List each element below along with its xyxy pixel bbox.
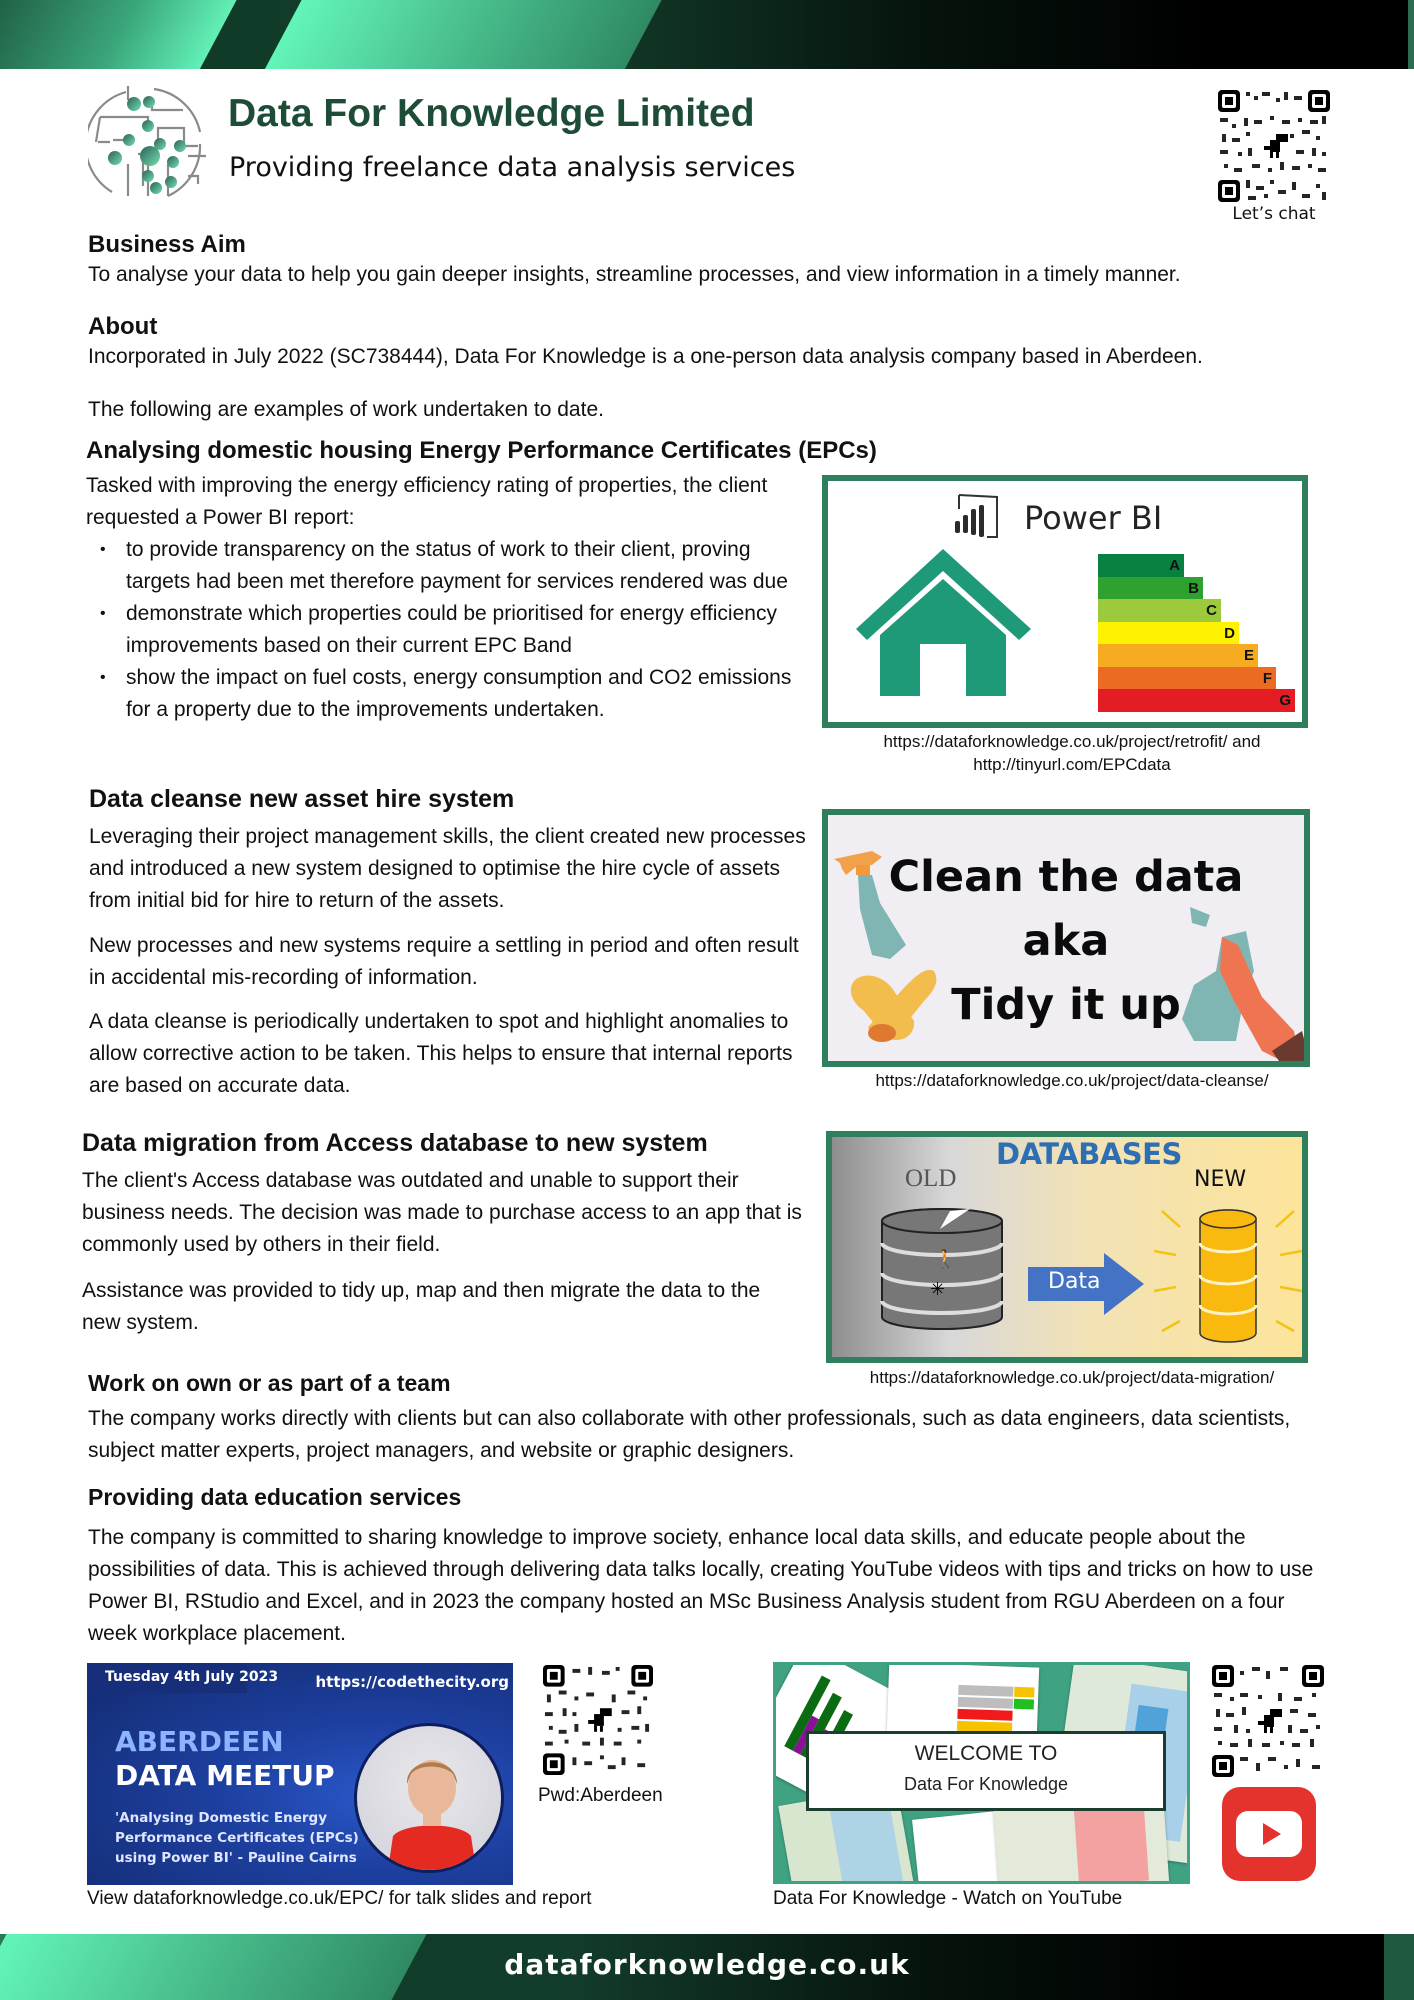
data-arrow-label: Data xyxy=(1048,1269,1101,1294)
epc-project-bullets xyxy=(86,534,806,726)
aberdeen-data-meetup-image[interactable] xyxy=(87,1663,513,1885)
epc-band-g: G xyxy=(1098,689,1295,712)
meetup-caption[interactable]: View dataforknowledge.co.uk/EPC/ for talk slides and report xyxy=(87,1888,592,1909)
data-migration-paragraph-2: Assistance was provided to tidy up, map and then migrate the data to the new system. xyxy=(82,1279,761,1334)
footer-banner xyxy=(0,1934,1414,2000)
data-cleanse-paragraph-1: Leveraging their project management skills, the client created new processes and introduced a new system designed to optimise the hire cycle of assets from initial bid for hire to return of the assets. xyxy=(89,825,806,912)
bullet-item: • show the impact on fuel costs, energy consumption and CO2 emissions for a property due to the improvements undertaken. xyxy=(86,662,806,726)
youtube-qr-code[interactable] xyxy=(1212,1665,1324,1777)
epc-band-b: B xyxy=(1098,577,1203,600)
welcome-line1: WELCOME TO xyxy=(914,1742,1058,1765)
top-banner xyxy=(0,0,1414,69)
old-database-icon xyxy=(880,1207,1004,1347)
databases-title: DATABASES xyxy=(996,1137,1182,1171)
speaker-photo xyxy=(354,1723,504,1873)
bullet-item: • to provide transparency on the status of work to their client, proving targets had been met therefore payment for services rendered was due xyxy=(86,534,806,598)
data-cleanse-link[interactable]: https://dataforknowledge.co.uk/project/data-cleanse/ xyxy=(875,1071,1269,1090)
data-migration-paragraph-1: The client's Access database was outdated and unable to support their business needs. The decision was made to purchase access to an app that is commonly used by others in their field. xyxy=(82,1169,802,1256)
bullet-item: • demonstrate which properties could be prioritised for energy efficiency improvements based on their current EPC Band xyxy=(86,598,806,662)
meetup-qr-code[interactable] xyxy=(543,1665,653,1775)
company-name: Data For Knowledge Limited xyxy=(228,92,755,135)
tinyurl-link[interactable]: http://tinyurl.com/EPCdata xyxy=(973,755,1171,774)
education-heading: Providing data education services xyxy=(88,1484,462,1510)
welcome-line2: Data For Knowledge xyxy=(903,1774,1069,1794)
epc-band-a: A xyxy=(1098,554,1184,577)
meetup-password: Pwd:Aberdeen xyxy=(538,1785,663,1806)
meetup-title-line2: DATA MEETUP xyxy=(115,1759,335,1792)
teamwork-text: The company works directly with clients but can also collaborate with other professionals, such as data engineers, data scientists, subject matter experts, project managers, and website or graphic designers. xyxy=(88,1407,1291,1462)
qr-code-icon xyxy=(1212,1665,1324,1777)
lets-chat-qr-code[interactable] xyxy=(1218,90,1330,202)
youtube-caption[interactable]: Data For Knowledge - Watch on YouTube xyxy=(773,1888,1123,1909)
svg-text:🚶: 🚶 xyxy=(934,1249,957,1269)
qr-code-icon xyxy=(543,1665,653,1775)
clean-the-data-text: Clean the data aka Tidy it up xyxy=(888,852,1244,1030)
business-aim-heading: Business Aim xyxy=(88,231,246,258)
new-label: NEW xyxy=(1194,1167,1247,1192)
epc-band-f: F xyxy=(1098,667,1276,690)
company-logo-icon xyxy=(88,84,206,202)
meetup-title-line1: ABERDEEN xyxy=(115,1725,284,1758)
youtube-logo-icon[interactable] xyxy=(1222,1787,1316,1881)
data-migration-link[interactable]: https://dataforknowledge.co.uk/project/data-migration/ xyxy=(869,1368,1275,1387)
data-migration-heading: Data migration from Access database to new system xyxy=(82,1129,708,1157)
youtube-video-thumbnail[interactable] xyxy=(773,1662,1190,1884)
meetup-talk-title: 'Analysing Domestic Energy Performance Certificates (EPCs) using Power BI' - Pauline Cairns xyxy=(115,1810,359,1866)
data-cleanse-heading: Data cleanse new asset hire system xyxy=(89,785,515,813)
new-database-icon xyxy=(1154,1201,1302,1351)
teamwork-heading: Work on own or as part of a team xyxy=(88,1370,451,1396)
powerbi-label: Power BI xyxy=(1024,499,1163,537)
about-intro: The following are examples of work undertaken to date. xyxy=(88,398,604,421)
welcome-banner xyxy=(806,1731,1166,1811)
epc-rating-bands xyxy=(1098,554,1295,712)
data-cleanse-paragraph-3: A data cleanse is periodically undertaken to spot and highlight anomalies to allow corrective action to be taken. This helps to ensure that internal reports are based on accurate data. xyxy=(89,1010,793,1097)
business-aim-text: To analyse your data to help you gain deeper insights, streamline processes, and view information in a timely manner. xyxy=(88,263,1181,286)
footer-website-link[interactable]: dataforknowledge.co.uk xyxy=(504,1948,910,1981)
epc-band-c: C xyxy=(1098,599,1221,622)
education-text: The company is committed to sharing knowledge to improve society, enhance local data skills, and educate people about the possibilities of data. This is achieved through delivering data talks locally, creating YouTube videos with tips and tricks on how to use Power BI, RStudio and Excel, and in 2023 the company hosted an MSc Business Analysis student from RGU Aberdeen on a four week workplace placement. xyxy=(88,1526,1314,1645)
epc-project-intro: Tasked with improving the energy efficiency rating of properties, the client requested a Power BI report: xyxy=(86,474,768,529)
house-icon xyxy=(856,549,1031,699)
meetup-date: Tuesday 4th July 2023 xyxy=(105,1669,279,1685)
powerbi-logo-icon xyxy=(953,491,1005,541)
svg-text:✳: ✳ xyxy=(930,1279,946,1299)
lets-chat-caption: Let’s chat xyxy=(1232,204,1316,224)
tagline: Providing freelance data analysis services xyxy=(229,152,796,183)
data-cleanse-paragraph-2: New processes and new systems require a settling in period and often result in accidental mis-recording of information. xyxy=(89,934,799,989)
epc-project-heading: Analysing domestic housing Energy Performance Certificates (EPCs) xyxy=(86,437,877,464)
old-label: OLD xyxy=(905,1165,957,1192)
clean-the-data-image xyxy=(822,809,1310,1067)
epc-powerbi-image xyxy=(822,475,1308,728)
retrofit-link[interactable]: https://dataforknowledge.co.uk/project/retrofit/ and xyxy=(883,732,1261,751)
databases-image xyxy=(826,1131,1308,1363)
hand-spray-icon xyxy=(1176,901,1310,1067)
epc-band-e: E xyxy=(1098,644,1258,667)
epc-band-d: D xyxy=(1098,622,1239,645)
qr-code-icon xyxy=(1218,90,1330,202)
meetup-url: https://codethecity.org xyxy=(315,1673,509,1691)
epc-project-link[interactable] xyxy=(822,730,1322,776)
about-heading: About xyxy=(88,313,158,340)
about-text: Incorporated in July 2022 (SC738444), Data For Knowledge is a one-person data analysis company based in Aberdeen. xyxy=(88,345,1203,368)
